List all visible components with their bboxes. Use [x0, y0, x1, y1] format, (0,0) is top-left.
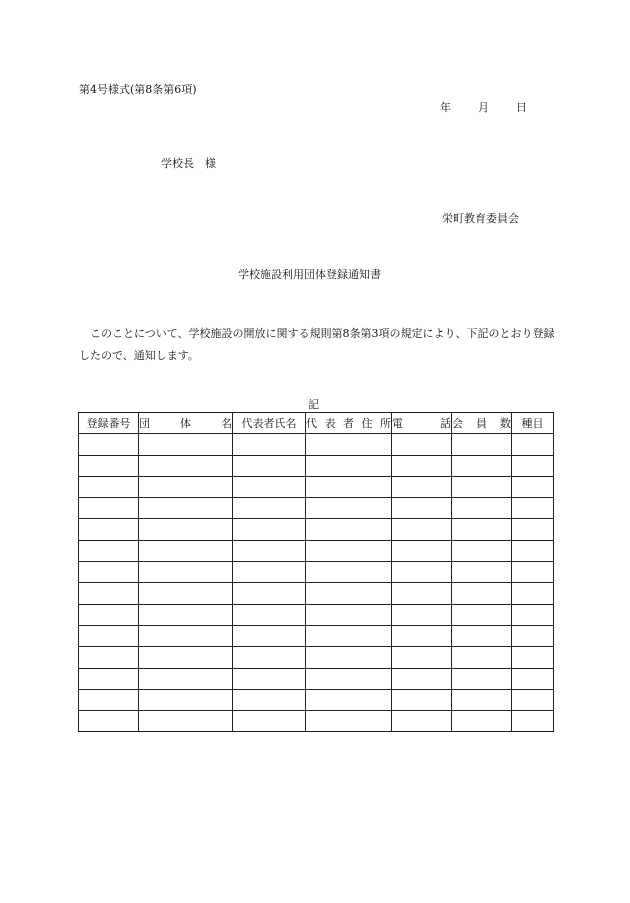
- cell-group-name[interactable]: [139, 498, 233, 519]
- header-registration-number: 登録番号: [79, 413, 139, 434]
- cell-phone[interactable]: [392, 668, 452, 689]
- cell-representative-name[interactable]: [233, 583, 306, 604]
- cell-member-count[interactable]: [452, 562, 512, 583]
- header-representative-name: 代表者氏名: [233, 413, 306, 434]
- cell-group-name[interactable]: [139, 519, 233, 540]
- table-row: [79, 647, 554, 668]
- cell-representative-name[interactable]: [233, 519, 306, 540]
- cell-member-count[interactable]: [452, 604, 512, 625]
- cell-representative-address[interactable]: [306, 583, 392, 604]
- date-day-label: 日: [516, 101, 527, 114]
- cell-phone[interactable]: [392, 562, 452, 583]
- cell-event-type[interactable]: [512, 711, 554, 732]
- cell-group-name[interactable]: [139, 434, 233, 455]
- cell-registration-number[interactable]: [79, 711, 139, 732]
- header-member-count: 会員数: [452, 413, 512, 434]
- cell-registration-number[interactable]: [79, 647, 139, 668]
- cell-registration-number[interactable]: [79, 476, 139, 497]
- table-row: [79, 540, 554, 561]
- table-row: [79, 583, 554, 604]
- cell-representative-name[interactable]: [233, 625, 306, 646]
- table-header-row: [79, 413, 554, 434]
- cell-member-count[interactable]: [452, 476, 512, 497]
- cell-phone[interactable]: [392, 540, 452, 561]
- cell-representative-name[interactable]: [233, 647, 306, 668]
- table-body: [79, 434, 554, 732]
- cell-representative-name[interactable]: [233, 711, 306, 732]
- cell-registration-number[interactable]: [79, 540, 139, 561]
- cell-representative-address[interactable]: [306, 519, 392, 540]
- cell-representative-address[interactable]: [306, 562, 392, 583]
- cell-phone[interactable]: [392, 625, 452, 646]
- cell-phone[interactable]: [392, 647, 452, 668]
- cell-phone[interactable]: [392, 476, 452, 497]
- cell-phone[interactable]: [392, 689, 452, 710]
- document-title: 学校施設利用団体登録通知書: [238, 268, 381, 281]
- body-text: このことについて、学校施設の開放に関する規則第8条第3項の規定により、下記のとおり登録したので、通知します。: [79, 327, 555, 362]
- header-group-name: 団 体 名: [139, 413, 233, 434]
- header-phone: 電 話: [392, 413, 452, 434]
- cell-registration-number[interactable]: [79, 583, 139, 604]
- cell-event-type[interactable]: [512, 647, 554, 668]
- cell-group-name[interactable]: [139, 455, 233, 476]
- cell-group-name[interactable]: [139, 668, 233, 689]
- cell-group-name[interactable]: [139, 647, 233, 668]
- cell-representative-name[interactable]: [233, 540, 306, 561]
- addressee: 学校長 様: [161, 157, 216, 170]
- cell-representative-address[interactable]: [306, 647, 392, 668]
- cell-representative-address[interactable]: [306, 604, 392, 625]
- cell-phone[interactable]: [392, 498, 452, 519]
- table-row: [79, 689, 554, 710]
- form-number: 第4号様式(第8条第6項): [79, 83, 197, 96]
- cell-representative-address[interactable]: [306, 540, 392, 561]
- table-row: [79, 668, 554, 689]
- cell-representative-address[interactable]: [306, 434, 392, 455]
- cell-event-type[interactable]: [512, 540, 554, 561]
- cell-representative-address[interactable]: [306, 455, 392, 476]
- cell-representative-name[interactable]: [233, 562, 306, 583]
- cell-event-type[interactable]: [512, 668, 554, 689]
- table-row: [79, 519, 554, 540]
- cell-group-name[interactable]: [139, 540, 233, 561]
- cell-member-count[interactable]: [452, 498, 512, 519]
- cell-member-count[interactable]: [452, 583, 512, 604]
- cell-group-name[interactable]: [139, 583, 233, 604]
- cell-member-count[interactable]: [452, 689, 512, 710]
- date-line: [440, 101, 527, 114]
- cell-member-count[interactable]: [452, 540, 512, 561]
- cell-registration-number[interactable]: [79, 498, 139, 519]
- cell-group-name[interactable]: [139, 625, 233, 646]
- cell-event-type[interactable]: [512, 625, 554, 646]
- cell-representative-name[interactable]: [233, 498, 306, 519]
- cell-representative-address[interactable]: [306, 689, 392, 710]
- table-row: [79, 604, 554, 625]
- cell-member-count[interactable]: [452, 519, 512, 540]
- cell-group-name[interactable]: [139, 689, 233, 710]
- cell-event-type[interactable]: [512, 498, 554, 519]
- cell-event-type[interactable]: [512, 476, 554, 497]
- table-row: [79, 711, 554, 732]
- cell-phone[interactable]: [392, 604, 452, 625]
- table-row: [79, 434, 554, 455]
- cell-representative-address[interactable]: [306, 498, 392, 519]
- table-row: [79, 562, 554, 583]
- cell-phone[interactable]: [392, 519, 452, 540]
- cell-group-name[interactable]: [139, 604, 233, 625]
- cell-phone[interactable]: [392, 455, 452, 476]
- cell-representative-address[interactable]: [306, 711, 392, 732]
- cell-registration-number[interactable]: [79, 519, 139, 540]
- cell-group-name[interactable]: [139, 562, 233, 583]
- cell-representative-name[interactable]: [233, 689, 306, 710]
- table-row: [79, 625, 554, 646]
- cell-event-type[interactable]: [512, 519, 554, 540]
- cell-phone[interactable]: [392, 434, 452, 455]
- cell-member-count[interactable]: [452, 668, 512, 689]
- cell-representative-address[interactable]: [306, 625, 392, 646]
- cell-member-count[interactable]: [452, 625, 512, 646]
- ki-label: 記: [308, 398, 319, 411]
- cell-event-type[interactable]: [512, 583, 554, 604]
- registration-table: [78, 412, 554, 732]
- cell-representative-name[interactable]: [233, 476, 306, 497]
- table-row: [79, 455, 554, 476]
- cell-representative-name[interactable]: [233, 604, 306, 625]
- sender: 栄町教育委員会: [442, 212, 519, 225]
- table-row: [79, 498, 554, 519]
- cell-event-type[interactable]: [512, 604, 554, 625]
- cell-phone[interactable]: [392, 583, 452, 604]
- cell-member-count[interactable]: [452, 711, 512, 732]
- cell-event-type[interactable]: [512, 562, 554, 583]
- cell-group-name[interactable]: [139, 476, 233, 497]
- cell-registration-number[interactable]: [79, 562, 139, 583]
- cell-registration-number[interactable]: [79, 455, 139, 476]
- cell-member-count[interactable]: [452, 455, 512, 476]
- cell-registration-number[interactable]: [79, 434, 139, 455]
- header-representative-address: 代表者住所: [306, 413, 392, 434]
- header-event-type: 種目: [512, 413, 554, 434]
- cell-event-type[interactable]: [512, 455, 554, 476]
- cell-group-name[interactable]: [139, 711, 233, 732]
- cell-registration-number[interactable]: [79, 625, 139, 646]
- cell-registration-number[interactable]: [79, 668, 139, 689]
- cell-representative-name[interactable]: [233, 668, 306, 689]
- cell-representative-address[interactable]: [306, 668, 392, 689]
- cell-registration-number[interactable]: [79, 604, 139, 625]
- cell-phone[interactable]: [392, 711, 452, 732]
- cell-event-type[interactable]: [512, 689, 554, 710]
- date-month-label: 月: [478, 101, 489, 114]
- cell-member-count[interactable]: [452, 434, 512, 455]
- cell-representative-name[interactable]: [233, 455, 306, 476]
- cell-member-count[interactable]: [452, 647, 512, 668]
- cell-representative-name[interactable]: [233, 434, 306, 455]
- cell-representative-address[interactable]: [306, 476, 392, 497]
- date-year-label: 年: [440, 101, 451, 114]
- table-row: [79, 476, 554, 497]
- cell-event-type[interactable]: [512, 434, 554, 455]
- cell-registration-number[interactable]: [79, 689, 139, 710]
